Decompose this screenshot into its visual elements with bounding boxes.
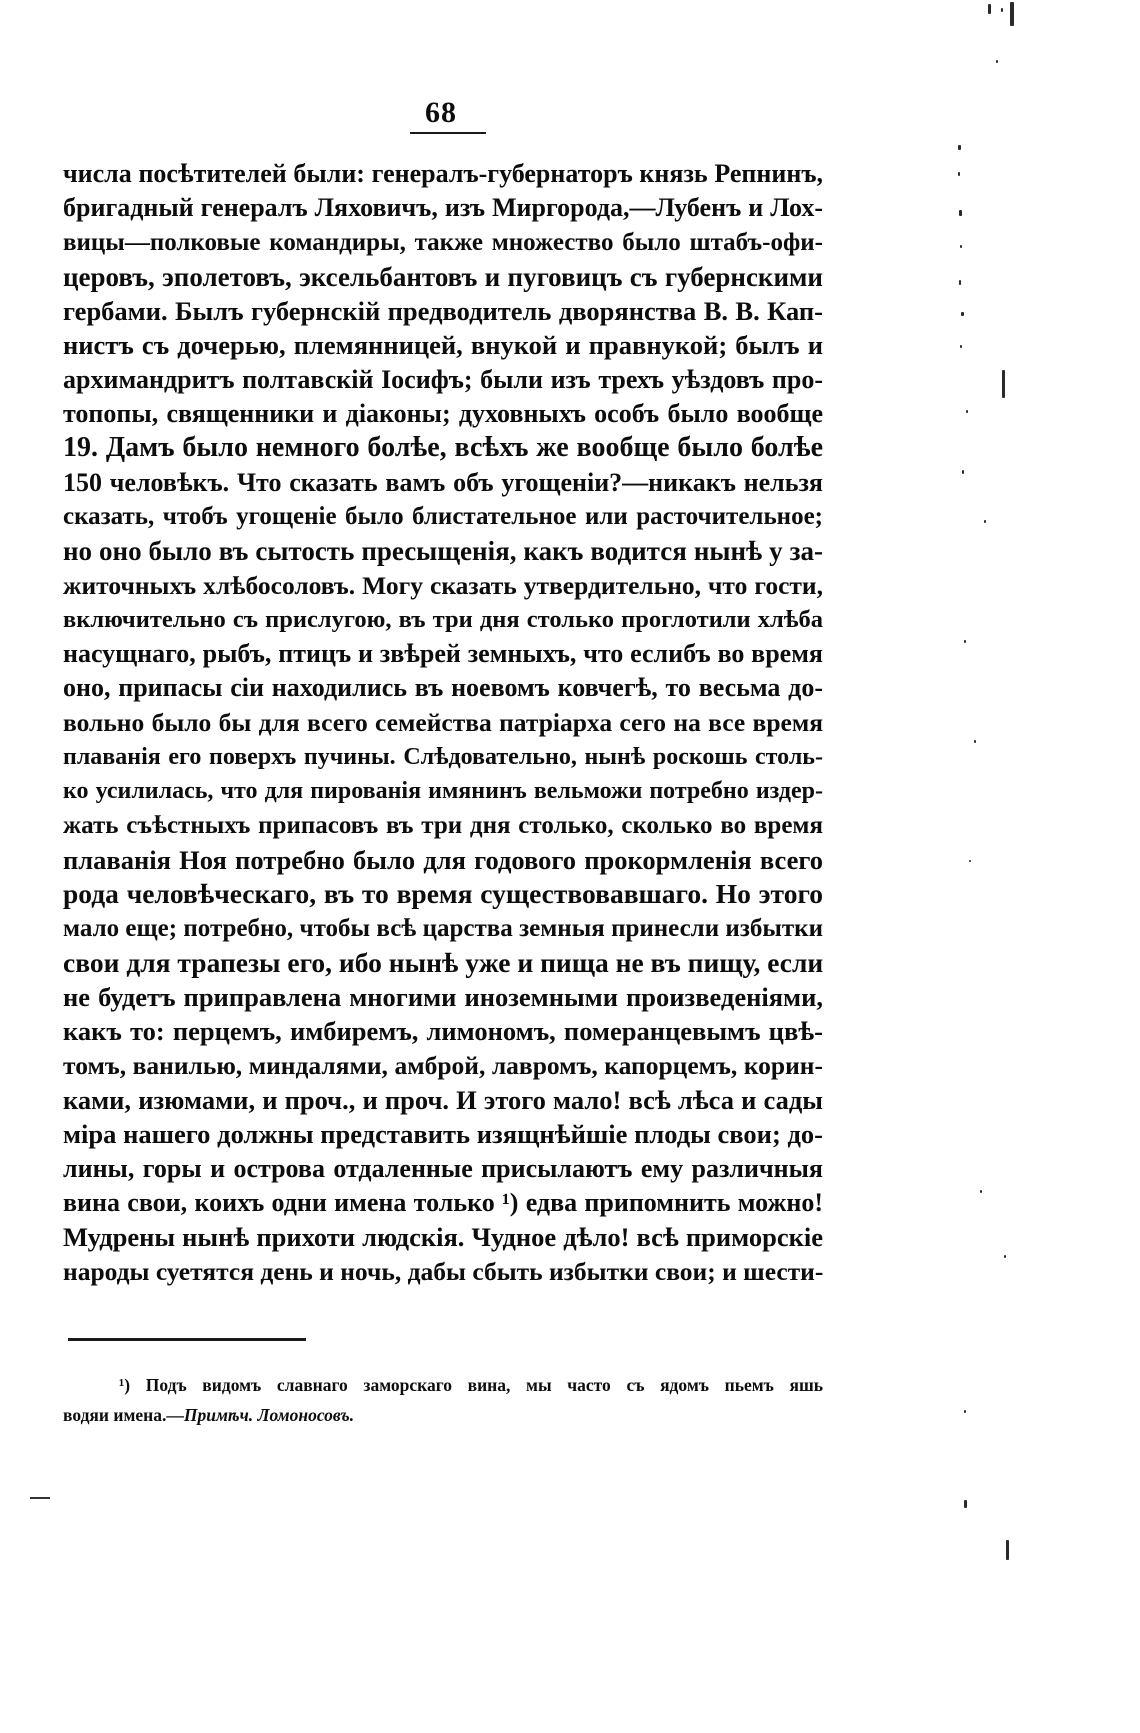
- text-line: какъ то: перцемъ, имбиремъ, лимономъ, померанцевымъ цвѣ-: [63, 1016, 823, 1047]
- text-line: мало еще; потребно, чтобы всѣ царства земныя принесли избытки: [63, 914, 823, 942]
- text-line: томъ, ванилью, миндалями, амброй, лавромъ, капорцемъ, корин-: [63, 1050, 823, 1080]
- text-line: плаванія его поверхъ пучины. Слѣдовательно, нынѣ роскошь столь-: [63, 744, 823, 771]
- text-line: ко усилилась, что для пированія имянинъ вельможи потребно издер-: [63, 778, 823, 805]
- text-line: оно, припасы сіи находились въ ноевомъ ковчегѣ, то весьма до-: [63, 673, 823, 703]
- text-line: 150 человѣкъ. Что сказать вамъ объ угощеніи?—никакъ нельзя: [63, 467, 823, 497]
- page-number: 68: [425, 96, 457, 129]
- text-line: не будетъ приправлена многими иноземными произведеніями,: [63, 982, 823, 1013]
- text-line: сказать, чтобъ угощеніе было блистательное или расточительное;: [63, 502, 823, 530]
- text-line: міра нашего должны представить изящнѣйшіе плоды свои; до-: [63, 1119, 823, 1150]
- text-line: житочныхъ хлѣбосоловъ. Могу сказать утвердительно, что гости,: [63, 570, 823, 600]
- text-line: жать съѣстныхъ припасовъ въ три дня столько, сколько во время: [63, 811, 823, 839]
- text-line: ками, изюмами, и проч., и проч. И этого мало! всѣ лѣса и сады: [63, 1085, 823, 1116]
- text-line: нистъ съ дочерью, племянницей, внукой и правнукой; былъ и: [63, 330, 823, 361]
- page-number-rule: [410, 132, 486, 134]
- text-line: вина свои, коихъ одни имена только ¹) едва припомнить можно!: [63, 1187, 823, 1217]
- scan-margin-artifacts: [944, 0, 1030, 1565]
- text-line: 19. Дамъ было немного болѣе, всѣхъ же вообще было болѣе: [63, 432, 823, 464]
- footnote-line: [63, 1400, 823, 1430]
- text-line: насущнаго, рыбъ, птицъ и звѣрей земныхъ, что еслибъ во время: [63, 639, 823, 669]
- text-line: вицы—полковые командиры, также множество было штабъ-офи-: [63, 228, 823, 256]
- text-line: церовъ, эполетовъ, эксельбантовъ и пуговицъ съ губернскими: [63, 261, 823, 292]
- text-line: рода человѣческаго, въ то время существовавшаго. Но этого: [63, 878, 823, 910]
- text-line: включительно съ прислугою, въ три дня столько проглотили хлѣба: [63, 605, 823, 633]
- footnote: [63, 1370, 823, 1430]
- text-line: гербами. Былъ губернскій предводитель дворянства В. В. Кап-: [63, 296, 823, 327]
- text-line: лины, горы и острова отдаленные присылаютъ ему различныя: [63, 1153, 823, 1183]
- text-line: топопы, священники и діаконы; духовныхъ особъ было вообще: [63, 399, 823, 429]
- text-line: Мудрены нынѣ прихоти людскія. Чудное дѣло! всѣ приморскіе: [63, 1222, 823, 1253]
- text-line: свои для трапезы его, ибо нынѣ уже и пища не въ пищу, если: [63, 946, 823, 978]
- text-line: но оно было въ сытость пресыщенія, какъ водится нынѣ у за-: [63, 536, 823, 567]
- text-line: архимандритъ полтавскій Іосифъ; были изъ трехъ уѣздовъ про-: [63, 364, 823, 394]
- footnote-line: ¹) Подъ видомъ славнаго заморскаго вина, мы часто съ ядомъ пьемъ яшь: [119, 1375, 823, 1395]
- footnote-attribution: Примѣч. Ломоносовъ.: [183, 1405, 355, 1425]
- footnote-text: водяи имена.—: [63, 1405, 184, 1425]
- footnote-rule: [68, 1338, 306, 1341]
- text-line: плаванія Ноя потребно было для годового прокормленія всего: [63, 844, 823, 875]
- text-line: народы суетятся день и ночь, дабы сбыть избытки свои; и шести-: [63, 1256, 823, 1286]
- text-line: бригадный генералъ Ляховичъ, изъ Миргорода,—Лубенъ и Лох-: [63, 193, 823, 223]
- text-line: числа посѣтителей были: генералъ-губернаторъ князь Репнинъ,: [63, 159, 823, 188]
- text-line: вольно было бы для всего семейства патріарха сего на все время: [63, 707, 823, 737]
- scan-margin-mark: [30, 1497, 50, 1499]
- body-text: [63, 157, 823, 1289]
